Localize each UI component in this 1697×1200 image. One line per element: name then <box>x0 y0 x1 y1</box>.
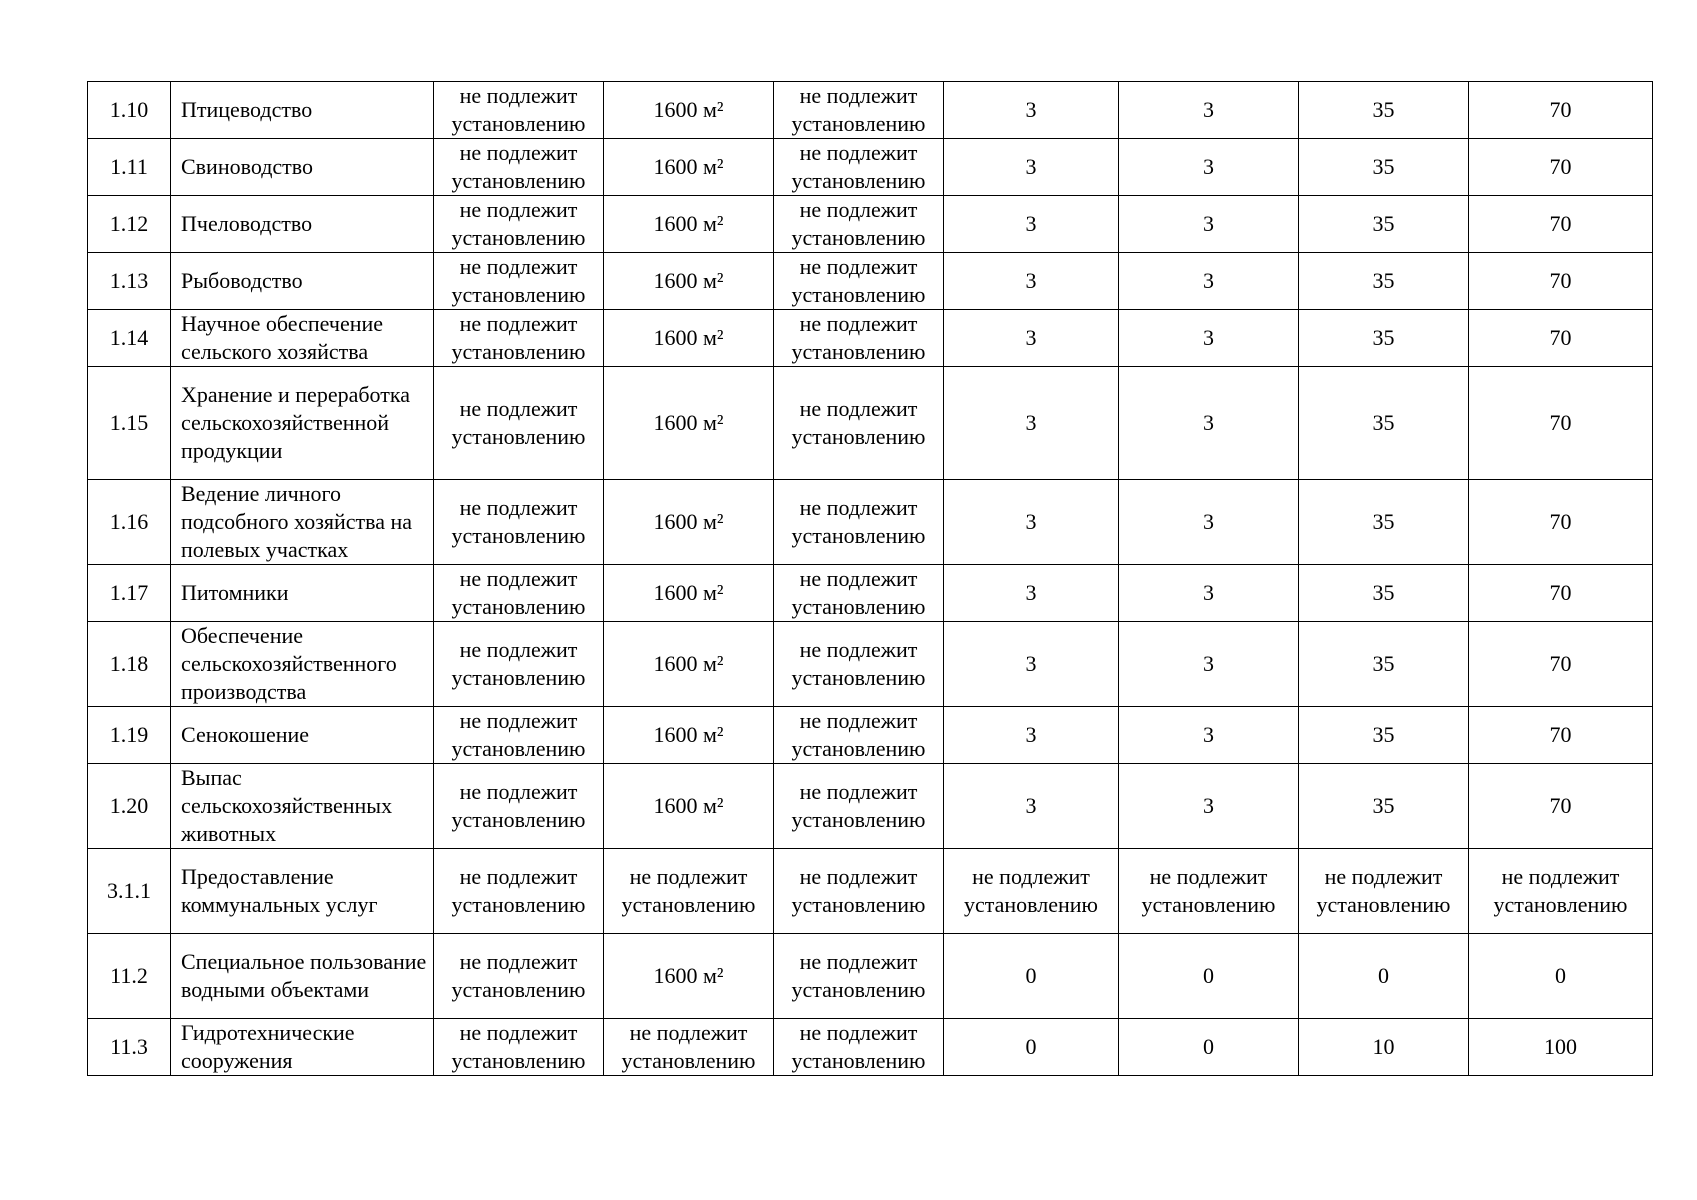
row-value-cell-5: не подлежит установлению <box>774 934 944 1019</box>
row-name-cell: Выпас сельскохозяйственных животных <box>171 764 434 849</box>
row-value-cell-9: 70 <box>1469 367 1653 480</box>
row-value-cell-4: 1600 м² <box>604 253 774 310</box>
table-row <box>88 622 1653 707</box>
row-value-cell-5: не подлежит установлению <box>774 565 944 622</box>
row-value-cell-5: не подлежит установлению <box>774 367 944 480</box>
table-row <box>88 139 1653 196</box>
row-value-cell-9: 70 <box>1469 764 1653 849</box>
row-value-cell-4: 1600 м² <box>604 196 774 253</box>
row-value-cell-6: 3 <box>944 565 1119 622</box>
row-value-cell-5: не подлежит установлению <box>774 764 944 849</box>
row-value-cell-7: 3 <box>1119 253 1299 310</box>
row-value-cell-4: 1600 м² <box>604 82 774 139</box>
row-value-cell-3: не подлежит установлению <box>434 934 604 1019</box>
table-row <box>88 82 1653 139</box>
row-value-cell-7: 3 <box>1119 764 1299 849</box>
row-code-cell: 1.16 <box>88 480 171 565</box>
row-name-cell: Пчеловодство <box>171 196 434 253</box>
row-name-cell: Предоставление коммунальных услуг <box>171 849 434 934</box>
table-row <box>88 849 1653 934</box>
row-name-cell: Птицеводство <box>171 82 434 139</box>
row-code-cell: 1.13 <box>88 253 171 310</box>
table-row <box>88 1019 1653 1076</box>
row-code-cell: 1.19 <box>88 707 171 764</box>
row-value-cell-4: 1600 м² <box>604 310 774 367</box>
row-code-cell: 11.2 <box>88 934 171 1019</box>
row-value-cell-9: 0 <box>1469 934 1653 1019</box>
row-value-cell-8: 35 <box>1299 367 1469 480</box>
row-name-cell: Гидротехнические сооружения <box>171 1019 434 1076</box>
row-value-cell-9: 70 <box>1469 565 1653 622</box>
row-value-cell-7: 3 <box>1119 139 1299 196</box>
row-code-cell: 1.20 <box>88 764 171 849</box>
row-name-cell: Свиноводство <box>171 139 434 196</box>
table-row <box>88 310 1653 367</box>
row-value-cell-6: 3 <box>944 367 1119 480</box>
row-value-cell-9: 70 <box>1469 139 1653 196</box>
row-value-cell-8: 10 <box>1299 1019 1469 1076</box>
row-value-cell-5: не подлежит установлению <box>774 707 944 764</box>
row-value-cell-5: не подлежит установлению <box>774 622 944 707</box>
row-value-cell-3: не подлежит установлению <box>434 310 604 367</box>
row-name-cell: Специальное пользование водными объектами <box>171 934 434 1019</box>
row-name-cell: Хранение и переработка сельскохозяйственной продукции <box>171 367 434 480</box>
table-row <box>88 707 1653 764</box>
row-value-cell-7: 0 <box>1119 1019 1299 1076</box>
row-value-cell-3: не подлежит установлению <box>434 196 604 253</box>
row-value-cell-9: 70 <box>1469 310 1653 367</box>
row-value-cell-6: 3 <box>944 310 1119 367</box>
row-value-cell-8: 35 <box>1299 310 1469 367</box>
row-value-cell-3: не подлежит установлению <box>434 622 604 707</box>
row-value-cell-3: не подлежит установлению <box>434 565 604 622</box>
row-value-cell-7: 3 <box>1119 82 1299 139</box>
row-value-cell-4: 1600 м² <box>604 139 774 196</box>
row-value-cell-3: не подлежит установлению <box>434 764 604 849</box>
row-code-cell: 1.11 <box>88 139 171 196</box>
row-value-cell-8: не подлежит установлению <box>1299 849 1469 934</box>
row-value-cell-8: 35 <box>1299 139 1469 196</box>
table-row <box>88 480 1653 565</box>
regulations-table <box>87 81 1653 1076</box>
row-value-cell-7: 3 <box>1119 565 1299 622</box>
row-code-cell: 3.1.1 <box>88 849 171 934</box>
row-value-cell-6: 3 <box>944 622 1119 707</box>
row-value-cell-4: не подлежит установлению <box>604 1019 774 1076</box>
row-value-cell-8: 35 <box>1299 196 1469 253</box>
row-value-cell-8: 35 <box>1299 565 1469 622</box>
row-value-cell-5: не подлежит установлению <box>774 253 944 310</box>
row-value-cell-4: 1600 м² <box>604 707 774 764</box>
row-value-cell-6: 3 <box>944 139 1119 196</box>
row-value-cell-6: 3 <box>944 196 1119 253</box>
row-value-cell-4: 1600 м² <box>604 622 774 707</box>
row-value-cell-3: не подлежит установлению <box>434 849 604 934</box>
row-value-cell-6: 3 <box>944 707 1119 764</box>
row-value-cell-6: 0 <box>944 1019 1119 1076</box>
row-value-cell-8: 35 <box>1299 764 1469 849</box>
row-value-cell-4: 1600 м² <box>604 934 774 1019</box>
row-value-cell-9: 70 <box>1469 480 1653 565</box>
row-value-cell-4: 1600 м² <box>604 367 774 480</box>
row-value-cell-7: 3 <box>1119 622 1299 707</box>
row-value-cell-8: 0 <box>1299 934 1469 1019</box>
row-value-cell-5: не подлежит установлению <box>774 82 944 139</box>
row-code-cell: 1.17 <box>88 565 171 622</box>
table-body <box>88 82 1653 1076</box>
row-value-cell-7: не подлежит установлению <box>1119 849 1299 934</box>
row-value-cell-5: не подлежит установлению <box>774 196 944 253</box>
row-name-cell: Питомники <box>171 565 434 622</box>
row-value-cell-9: 70 <box>1469 82 1653 139</box>
row-value-cell-9: 70 <box>1469 622 1653 707</box>
row-value-cell-9: не подлежит установлению <box>1469 849 1653 934</box>
row-value-cell-7: 3 <box>1119 367 1299 480</box>
row-value-cell-7: 3 <box>1119 196 1299 253</box>
table-row <box>88 565 1653 622</box>
row-value-cell-8: 35 <box>1299 480 1469 565</box>
row-code-cell: 1.15 <box>88 367 171 480</box>
row-value-cell-3: не подлежит установлению <box>434 82 604 139</box>
row-name-cell: Рыбоводство <box>171 253 434 310</box>
row-value-cell-7: 0 <box>1119 934 1299 1019</box>
row-value-cell-9: 70 <box>1469 196 1653 253</box>
row-name-cell: Ведение личного подсобного хозяйства на полевых участках <box>171 480 434 565</box>
row-value-cell-5: не подлежит установлению <box>774 849 944 934</box>
row-value-cell-5: не подлежит установлению <box>774 480 944 565</box>
table-row <box>88 196 1653 253</box>
row-value-cell-8: 35 <box>1299 253 1469 310</box>
row-code-cell: 1.14 <box>88 310 171 367</box>
row-value-cell-7: 3 <box>1119 480 1299 565</box>
row-value-cell-9: 100 <box>1469 1019 1653 1076</box>
row-value-cell-6: 0 <box>944 934 1119 1019</box>
row-value-cell-4: 1600 м² <box>604 480 774 565</box>
row-value-cell-5: не подлежит установлению <box>774 139 944 196</box>
row-value-cell-3: не подлежит установлению <box>434 1019 604 1076</box>
row-value-cell-3: не подлежит установлению <box>434 480 604 565</box>
row-value-cell-8: 35 <box>1299 82 1469 139</box>
row-value-cell-5: не подлежит установлению <box>774 310 944 367</box>
row-value-cell-3: не подлежит установлению <box>434 367 604 480</box>
row-value-cell-8: 35 <box>1299 707 1469 764</box>
table-row <box>88 934 1653 1019</box>
row-name-cell: Обеспечение сельскохозяйственного производства <box>171 622 434 707</box>
table-row <box>88 764 1653 849</box>
row-value-cell-6: 3 <box>944 253 1119 310</box>
row-value-cell-3: не подлежит установлению <box>434 139 604 196</box>
row-value-cell-4: 1600 м² <box>604 565 774 622</box>
row-value-cell-7: 3 <box>1119 310 1299 367</box>
row-value-cell-6: 3 <box>944 764 1119 849</box>
row-name-cell: Сенокошение <box>171 707 434 764</box>
row-value-cell-6: не подлежит установлению <box>944 849 1119 934</box>
row-value-cell-4: 1600 м² <box>604 764 774 849</box>
row-value-cell-7: 3 <box>1119 707 1299 764</box>
row-code-cell: 11.3 <box>88 1019 171 1076</box>
row-name-cell: Научное обеспечение сельского хозяйства <box>171 310 434 367</box>
row-value-cell-5: не подлежит установлению <box>774 1019 944 1076</box>
row-code-cell: 1.12 <box>88 196 171 253</box>
row-value-cell-6: 3 <box>944 480 1119 565</box>
row-value-cell-8: 35 <box>1299 622 1469 707</box>
row-code-cell: 1.10 <box>88 82 171 139</box>
table-row <box>88 367 1653 480</box>
row-value-cell-3: не подлежит установлению <box>434 707 604 764</box>
row-value-cell-9: 70 <box>1469 253 1653 310</box>
row-value-cell-3: не подлежит установлению <box>434 253 604 310</box>
row-code-cell: 1.18 <box>88 622 171 707</box>
table-row <box>88 253 1653 310</box>
row-value-cell-4: не подлежит установлению <box>604 849 774 934</box>
row-value-cell-9: 70 <box>1469 707 1653 764</box>
row-value-cell-6: 3 <box>944 82 1119 139</box>
